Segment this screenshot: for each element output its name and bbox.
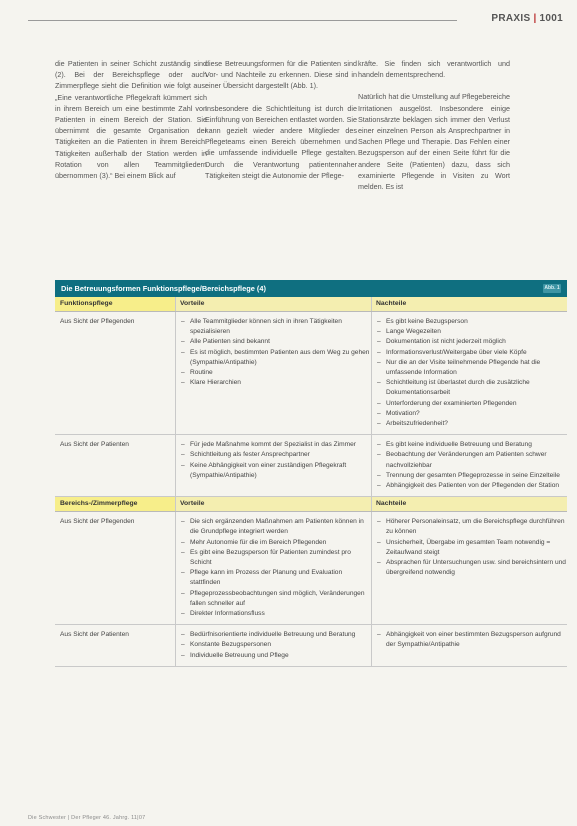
paragraph: kräfte. Sie finden sich verantwortlich und handeln dementsprechend.	[358, 59, 510, 80]
advantages-cell	[175, 435, 371, 496]
cons-list	[376, 630, 567, 650]
list-item: – Unterforderung der examinierten Pflegenden	[376, 399, 567, 409]
list-item: – Direkter Informationsfluss	[180, 609, 371, 619]
list-item: – Beobachtung der Veränderungen am Patienten schwer nachvollziehbar	[376, 450, 567, 470]
section-header-c3: Nachteile	[371, 297, 567, 311]
running-header	[491, 13, 563, 24]
column-3	[358, 58, 510, 203]
table-row	[55, 625, 567, 667]
section-header-c1: Funktionspflege	[55, 297, 175, 311]
list-item: – Bedürfnisorientierte individuelle Betreuung und Beratung	[180, 630, 371, 640]
row-label: Aus Sicht der Pflegenden	[60, 318, 135, 325]
list-item: – Dokumentation ist nicht jederzeit möglich	[376, 337, 567, 347]
row-label: Aus Sicht der Patienten	[60, 441, 129, 449]
column-2	[205, 58, 357, 192]
disadvantages-cell	[371, 512, 567, 624]
list-item: – Klare Hierarchien	[180, 378, 371, 388]
list-item: – Abhängigkeit von einer bestimmten Bezugsperson aufgrund der Sympathie/Antipathie	[376, 630, 567, 650]
paragraph: Insbesondere die Schichtleitung ist durch die Einführung von Bereichen entlastet worden. Sie kann gezielt wieder andere Mitglieder des Pflegeteams einen Bereich übernehmen und die umfassende individuelle Pflege gestalten. Durch die Verantwortung patientennaher Tätigkeiten steigt die Autonomie der Pflege-	[205, 103, 357, 180]
paragraph: die Patienten in seiner Schicht zuständig sind (2). Bei der Bereichspflege oder auch Zimmerpflege sieht die Definition wie folgt aus: „Eine verantwortliche Pflegekraft kümmert sich in ihrem Bereich um eine bestimmte Zahl von Patienten in einem Bereich der Station. Sie übernimmt die gesamte Organisation der Tätigkeiten an die Patienten in ihrem Bereich. Tätigkeiten außerhalb der Station werden in Rotation von allen Teammitgliedern übernommen (3).“ Bei einem Blick auf	[55, 59, 207, 181]
section-header-c1: Bereichs-/Zimmerpflege	[55, 497, 175, 511]
table-row	[55, 512, 567, 625]
list-item: – Höherer Personaleinsatz, um die Bereichspflege durchführen zu können	[376, 517, 567, 537]
list-item: – Die sich ergänzenden Maßnahmen am Patienten können in die Grundpflege integriert werden	[180, 517, 371, 537]
table-row	[55, 435, 567, 497]
disadvantages-cell	[371, 625, 567, 666]
pros-list	[180, 440, 371, 481]
header-section: PRAXIS	[491, 13, 531, 24]
section-header-c2: Vorteile	[175, 297, 371, 311]
list-item: – Für jede Maßnahme kommt der Spezialist in das Zimmer	[180, 440, 371, 450]
list-item: – Schichtleitung als fester Ansprechpartner	[180, 450, 371, 460]
paragraph: Natürlich hat die Umstellung auf Pflegebereiche Irritationen ausgelöst. Insbesondere einige Stationsärzte beklagen sich immer den Verlust einer einzelnen Person als Ansprechpartner in Sachen Pflege und Therapie. Das Fehlen einer Bezugsperson auf der einen Seite führt für die andere Seite (Patienten) dazu, dass sich examinierte Pflegende in Visiten zu Wort melden. Es ist	[358, 92, 510, 192]
list-item: – Absprachen für Untersuchungen usw. sind bereichsintern und übergreifend notwendig	[376, 558, 567, 578]
header-separator: |	[533, 13, 537, 24]
cons-list	[376, 517, 567, 578]
list-item: – Abhängigkeit des Patienten von der Pflegenden der Station	[376, 481, 567, 491]
list-item: – Keine Abhängigkeit von einer zuständigen Pflegekraft (Sympathie/Antipathie)	[180, 461, 371, 481]
column-1	[55, 58, 207, 192]
list-item: – Trennung der gesamten Pflegeprozesse in seine Einzelteile	[376, 471, 567, 481]
list-item: – Konstante Bezugspersonen	[180, 640, 371, 650]
header-page-number: 1001	[539, 13, 563, 24]
list-item: – Routine	[180, 368, 371, 378]
list-item: – Alle Patienten sind bekannt	[180, 337, 371, 347]
list-item: – Alle Teammitglieder können sich in ihren Tätigkeiten spezialisieren	[180, 317, 371, 337]
pros-list	[180, 517, 371, 619]
table-title	[55, 280, 567, 297]
header-rule	[28, 20, 457, 21]
list-item: – Schichtleitung ist überlastet durch die zusätzliche Dokumentationsarbeit	[376, 378, 567, 398]
table-section-header	[55, 497, 567, 512]
list-item: – Es ist möglich, bestimmten Patienten aus dem Weg zu gehen (Sympathie/Antipathie)	[180, 348, 371, 368]
list-item: – Nur die an der Visite teilnehmende Pflegende hat die umfassende Information	[376, 358, 567, 378]
list-item: – Es gibt keine individuelle Betreuung und Beratung	[376, 440, 567, 450]
section-header-c2: Vorteile	[175, 497, 371, 511]
cons-list	[376, 440, 567, 491]
cons-list	[376, 317, 567, 429]
table-title-text: Die Betreuungsformen Funktionspflege/Bereichspflege (4)	[61, 284, 266, 293]
list-item: – Unsicherheit, Übergabe im gesamten Team notwendig = Zeitaufwand steigt	[376, 538, 567, 558]
list-item: – Motivation?	[376, 409, 567, 419]
list-item: – Individuelle Betreuung und Pflege	[180, 651, 371, 661]
disadvantages-cell	[371, 312, 567, 434]
advantages-cell	[175, 625, 371, 666]
article-body	[55, 58, 565, 258]
pros-list	[180, 630, 371, 661]
list-item: – Informationsverlust/Weitergabe über viele Köpfe	[376, 348, 567, 358]
paragraph: diese Betreuungsformen für die Patienten sind Vor- und Nachteile zu erkennen. Diese sind in einer Übersicht dargestellt (Abb. 1).	[205, 59, 357, 91]
pros-list	[180, 317, 371, 388]
table-row	[55, 312, 567, 435]
list-item: – Pflege kann im Prozess der Planung und Evaluation stattfinden	[180, 568, 371, 588]
table-section-header	[55, 297, 567, 312]
list-item: – Es gibt eine Bezugsperson für Patienten zumindest pro Schicht	[180, 548, 371, 568]
row-label: Aus Sicht der Patienten	[60, 631, 129, 639]
list-item: – Arbeitszufriedenheit?	[376, 419, 567, 429]
figure-badge: Abb. 1	[544, 285, 560, 291]
page-footer: Die Schwester | Der Pfleger 46. Jahrg. 11|07	[28, 815, 146, 821]
table-body	[55, 297, 567, 667]
list-item: – Mehr Autonomie für die im Bereich Pflegenden	[180, 538, 371, 548]
list-item: – Lange Wegezeiten	[376, 327, 567, 337]
advantages-cell	[175, 312, 371, 434]
comparison-table	[55, 280, 567, 667]
list-item: – Es gibt keine Bezugsperson	[376, 317, 567, 327]
row-label: Aus Sicht der Pflegenden	[60, 518, 135, 526]
section-header-c3: Nachteile	[371, 497, 567, 511]
advantages-cell	[175, 512, 371, 624]
disadvantages-cell	[371, 435, 567, 496]
list-item: – Pflegeprozessbeobachtungen sind möglich, Veränderungen fallen schneller auf	[180, 589, 371, 609]
